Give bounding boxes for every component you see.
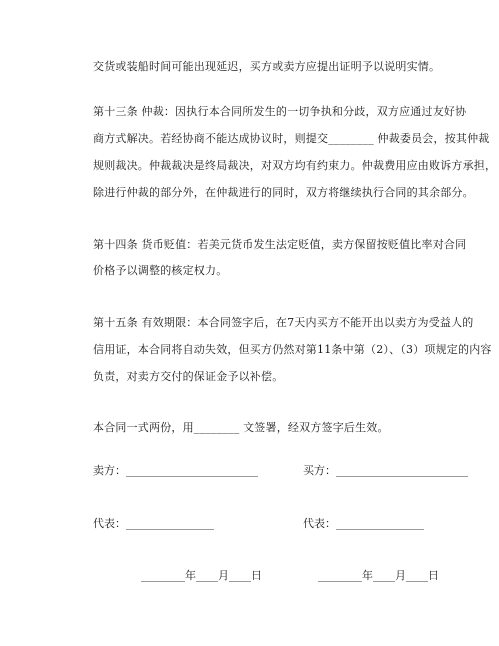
seller-signature-line[interactable]: 卖方：________________________	[93, 464, 258, 477]
paragraph-line: 信用证，本合同将自动失效，但买方仍然对第11条中第（2）、（3）项规定的内容	[93, 343, 492, 356]
paragraph-line: 第十四条 货币贬值：若美元货币发生法定贬值，卖方保留按贬值比率对合同	[93, 238, 467, 251]
paragraph-line: 负责，对卖方交付的保证金予以补偿。	[93, 370, 284, 383]
paragraph-line: 第十五条 有效期限：本合同签字后，在7天内买方不能开出以卖方为受益人的	[93, 316, 474, 329]
buyer-representative-line[interactable]: 代表：________________	[303, 517, 424, 530]
buyer-signature-line[interactable]: 买方：________________________	[303, 464, 468, 477]
paragraph-line: 第十三条 仲裁：因执行本合同所发生的一切争执和分歧，双方应通过友好协	[93, 105, 467, 118]
buyer-date-line[interactable]: ________年____月____日	[318, 569, 439, 582]
paragraph-line: 除进行仲裁的部分外，在仲裁进行的同时，双方将继续执行合同的其余部分。	[93, 186, 474, 199]
paragraph-line: 规则裁决。仲裁裁决是终局裁决，对双方均有约束力。仲裁费用应由败诉方承担，	[93, 159, 497, 172]
copies-clause: 本合同一式两份，用________ 文签署，经双方签字后生效。	[93, 421, 389, 434]
paragraph-line: 价格予以调整的核定权力。	[93, 264, 228, 277]
paragraph-line: 商方式解决。若经协商不能达成协议时，则提交________ 仲裁委员会，按其仲裁	[93, 132, 490, 145]
seller-date-line[interactable]: ________年____月____日	[141, 569, 262, 582]
delivery-delay-text: 交货或装船时间可能出现延迟，买方或卖方应提出证明予以说明实情。	[93, 60, 441, 73]
seller-representative-line[interactable]: 代表：________________	[93, 517, 214, 530]
